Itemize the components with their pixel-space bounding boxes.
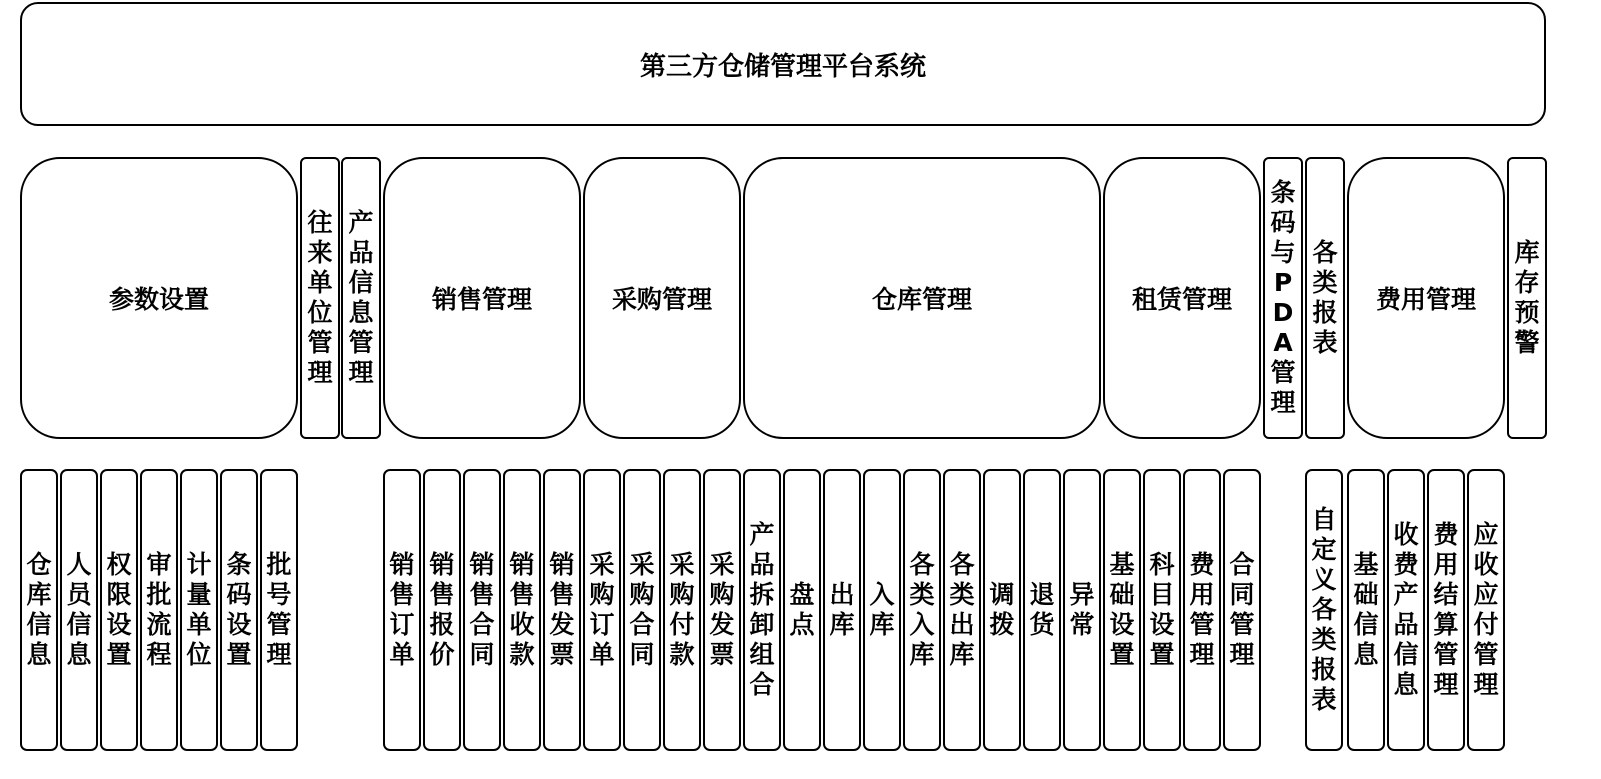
sub-item-param-6 [260,469,298,751]
sub-item-label: 权限设置 [106,550,132,669]
sub-item-warehouse-0 [743,469,781,751]
sub-item-label: 采购发票 [709,550,735,669]
sub-item-label: 条码设置 [226,550,252,669]
sub-item-label: 销售收款 [509,550,535,669]
sub-item-label: 各类出库 [949,550,975,669]
sub-item-expense-0 [1347,469,1385,751]
sub-item-label: 费用管理 [1189,550,1215,669]
sub-item-purchase-3 [703,469,741,751]
sub-item-label: 科目设置 [1149,550,1175,669]
sub-item-param-0 [20,469,58,751]
sub-item-warehouse-5 [943,469,981,751]
sub-item-label: 退货 [1029,580,1055,639]
module-product-label: 产品信息管理 [348,208,374,387]
module-product [341,157,381,439]
sub-item-label: 采购付款 [669,550,695,669]
sub-item-sales-2 [463,469,501,751]
module-sales: 销售管理 [383,157,581,439]
sub-item-warehouse-4 [903,469,941,751]
sub-item-warehouse-2 [823,469,861,751]
sub-item-warehouse-8 [1063,469,1101,751]
sub-item-param-4 [180,469,218,751]
sub-item-label: 仓库信息 [26,550,52,669]
sub-item-label: 采购合同 [629,550,655,669]
module-purchase: 采购管理 [583,157,741,439]
sub-item-warehouse-6 [983,469,1021,751]
sub-item-label: 采购订单 [589,550,615,669]
module-lease: 租赁管理 [1103,157,1261,439]
sub-item-label: 出库 [829,580,855,639]
root-system-title: 第三方仓储管理平台系统 [20,2,1546,126]
sub-item-label: 批号管理 [266,550,292,669]
module-barcode-pda-label: 条码与PDA管理 [1270,178,1296,417]
sub-item-param-2 [100,469,138,751]
sub-item-reports-0 [1305,469,1343,751]
sub-item-lease-3 [1223,469,1261,751]
sub-item-label: 应收应付管理 [1473,520,1499,699]
sub-item-label: 销售报价 [429,550,455,669]
sub-item-sales-1 [423,469,461,751]
sub-item-label: 费用结算管理 [1433,520,1459,699]
sub-item-sales-0 [383,469,421,751]
sub-item-label: 销售合同 [469,550,495,669]
sub-item-sales-3 [503,469,541,751]
sub-item-param-1 [60,469,98,751]
sub-item-sales-4 [543,469,581,751]
sub-item-label: 产品拆卸组合 [749,520,775,699]
sub-item-label: 基础信息 [1353,550,1379,669]
module-partner [300,157,340,439]
module-expense: 费用管理 [1347,157,1505,439]
module-warehouse: 仓库管理 [743,157,1101,439]
module-partner-label: 往来单位管理 [307,208,333,387]
sub-item-label: 调拨 [989,580,1015,639]
sub-item-label: 入库 [869,580,895,639]
sub-item-expense-1 [1387,469,1425,751]
sub-item-label: 人员信息 [66,550,92,669]
sub-item-purchase-1 [623,469,661,751]
sub-item-label: 合同管理 [1229,550,1255,669]
sub-item-param-3 [140,469,178,751]
sub-item-label: 基础设置 [1109,550,1135,669]
module-reports-label: 各类报表 [1312,238,1338,357]
sub-item-label: 各类入库 [909,550,935,669]
module-stock-alert [1507,157,1547,439]
sub-item-expense-2 [1427,469,1465,751]
sub-item-lease-1 [1143,469,1181,751]
module-param: 参数设置 [20,157,298,439]
sub-item-label: 审批流程 [146,550,172,669]
sub-item-label: 销售订单 [389,550,415,669]
module-stock-alert-label: 库存预警 [1514,238,1540,357]
sub-item-warehouse-3 [863,469,901,751]
module-barcode-pda [1263,157,1303,439]
sub-item-label: 异常 [1069,580,1095,639]
sub-item-label: 销售发票 [549,550,575,669]
sub-item-warehouse-7 [1023,469,1061,751]
sub-item-purchase-2 [663,469,701,751]
sub-item-label: 收费产品信息 [1393,520,1419,699]
sub-item-label: 盘点 [789,580,815,639]
sub-item-lease-2 [1183,469,1221,751]
sub-item-expense-3 [1467,469,1505,751]
sub-item-label: 自定义各类报表 [1311,505,1337,714]
sub-item-lease-0 [1103,469,1141,751]
sub-item-param-5 [220,469,258,751]
sub-item-label: 计量单位 [186,550,212,669]
module-reports [1305,157,1345,439]
sub-item-purchase-0 [583,469,621,751]
sub-item-warehouse-1 [783,469,821,751]
